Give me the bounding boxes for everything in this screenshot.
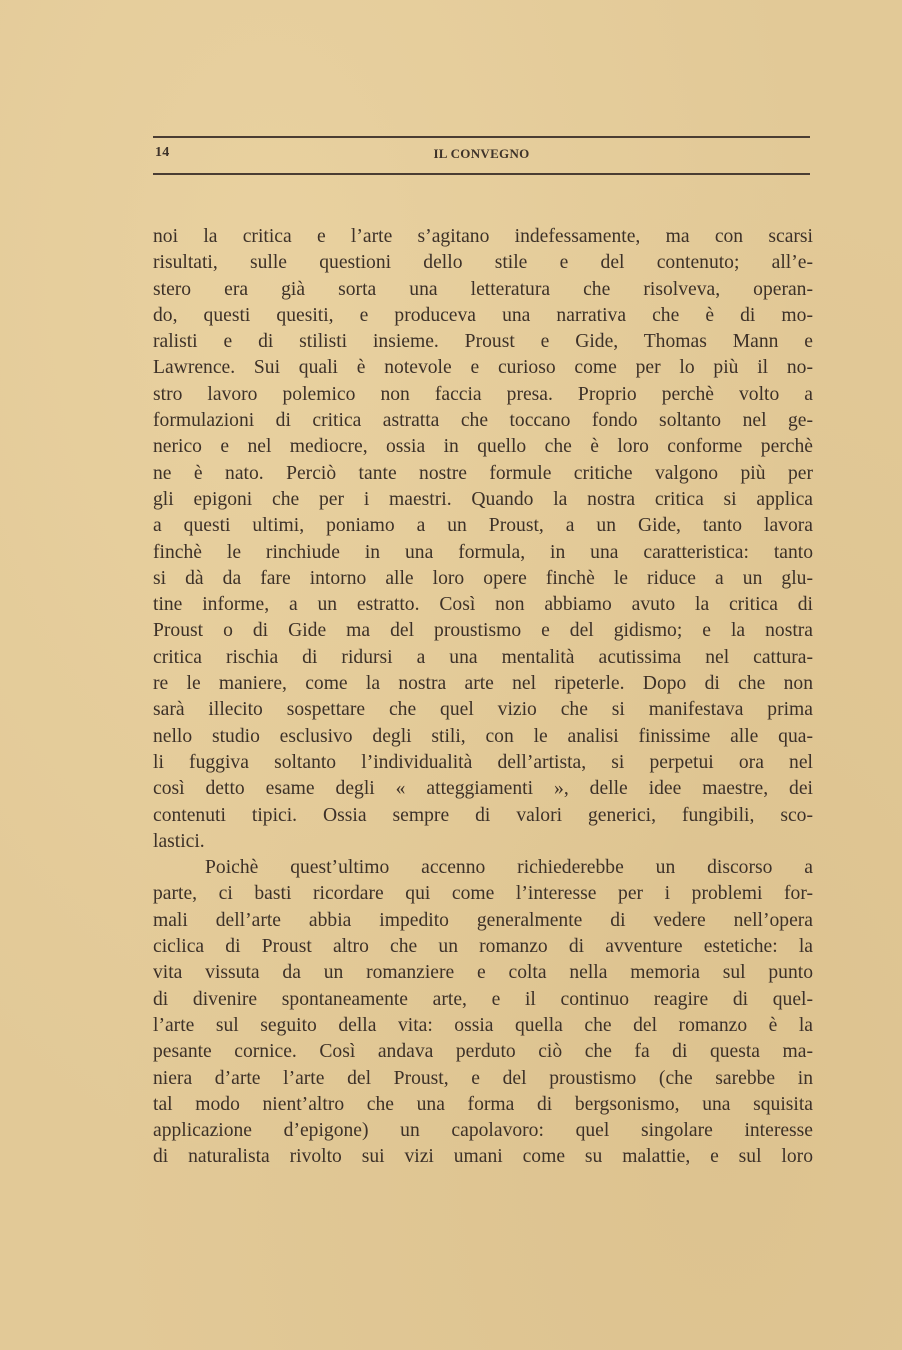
text-line: di naturalista rivolto sui vizi umani come su malattie, e sul loro bbox=[153, 1146, 813, 1168]
text-line: tine informe, a un estratto. Così non abbiamo avuto la critica di bbox=[153, 594, 813, 616]
text-line: ciclica di Proust altro che un romanzo di avventure estetiche: la bbox=[153, 936, 813, 958]
running-header bbox=[153, 145, 810, 167]
text-line: niera d’arte l’arte del Proust, e del proustismo (che sarebbe in bbox=[153, 1067, 813, 1089]
text-line: così detto esame degli « atteggiamenti », delle idee maestre, dei bbox=[153, 778, 813, 800]
body-text bbox=[153, 224, 813, 1171]
paragraph bbox=[153, 855, 813, 1171]
text-line: gli epigoni che per i maestri. Quando la nostra critica si applica bbox=[153, 488, 813, 510]
text-line: mali dell’arte abbia impedito generalmente di vedere nell’opera bbox=[153, 909, 813, 931]
text-line: Lawrence. Sui quali è notevole e curioso come per lo più il no- bbox=[153, 357, 813, 379]
text-line: li fuggiva soltanto l’individualità dell’artista, si perpetui ora nel bbox=[153, 751, 813, 773]
text-line: parte, ci basti ricordare qui come l’interesse per i problemi for- bbox=[153, 883, 813, 905]
text-line: tal modo nient’altro che una forma di bergsonismo, una squisita bbox=[153, 1093, 813, 1115]
text-line: applicazione d’epigone) un capolavoro: quel singolare interesse bbox=[153, 1120, 813, 1142]
text-line: nerico e nel mediocre, ossia in quello che è loro conforme perchè bbox=[153, 436, 813, 458]
text-line: nello studio esclusivo degli stili, con le analisi finissime alle qua- bbox=[153, 725, 813, 747]
text-line: risultati, sulle questioni dello stile e del contenuto; all’e- bbox=[153, 252, 813, 274]
text-line: re le maniere, come la nostra arte nel ripeterle. Dopo di che non bbox=[153, 673, 813, 695]
text-line: si dà da fare intorno alle loro opere finchè le riduce a un glu- bbox=[153, 567, 813, 589]
text-line: lastici. bbox=[153, 830, 205, 852]
page-number: 14 bbox=[155, 145, 170, 160]
text-line: contenuti tipici. Ossia sempre di valori generici, fungibili, sco- bbox=[153, 804, 813, 826]
text-line: a questi ultimi, poniamo a un Proust, a un Gide, tanto lavora bbox=[153, 515, 813, 537]
text-line: noi la critica e l’arte s’agitano indefessamente, ma con scarsi bbox=[153, 226, 813, 247]
text-line: finchè le rinchiude in una formula, in una caratteristica: tanto bbox=[153, 541, 813, 563]
text-line: stero era già sorta una letteratura che risolveva, operan- bbox=[153, 278, 813, 300]
text-line: pesante cornice. Così andava perduto ciò che fa di questa ma- bbox=[153, 1041, 813, 1063]
text-line: Proust o di Gide ma del proustismo e del gidismo; e la nostra bbox=[153, 620, 813, 642]
text-line: ralisti e di stilisti insieme. Proust e Gide, Thomas Mann e bbox=[153, 331, 813, 353]
text-line: ne è nato. Perciò tante nostre formule critiche valgono più per bbox=[153, 462, 813, 484]
text-line: do, questi quesiti, e produceva una narrativa che è di mo- bbox=[153, 304, 813, 326]
text-line: di divenire spontaneamente arte, e il continuo reagire di quel- bbox=[153, 988, 813, 1010]
running-title: IL CONVEGNO bbox=[433, 146, 530, 161]
paragraph bbox=[153, 224, 813, 855]
text-line: formulazioni di critica astratta che toccano fondo soltanto nel ge- bbox=[153, 410, 813, 432]
text-line: sarà illecito sospettare che quel vizio che si manifestava prima bbox=[153, 699, 813, 721]
header-bottom-rule bbox=[153, 173, 810, 175]
text-line: Poichè quest’ultimo accenno richiederebbe un discorso a bbox=[205, 857, 813, 879]
text-line: vita vissuta da un romanziere e colta nella memoria sul punto bbox=[153, 962, 813, 984]
text-line: stro lavoro polemico non faccia presa. Proprio perchè volto a bbox=[153, 383, 813, 405]
text-line: critica rischia di ridursi a una mentalità acutissima nel cattura- bbox=[153, 646, 813, 668]
text-line: l’arte sul seguito della vita: ossia quella che del romanzo è la bbox=[153, 1014, 813, 1036]
header-top-rule bbox=[153, 136, 810, 138]
